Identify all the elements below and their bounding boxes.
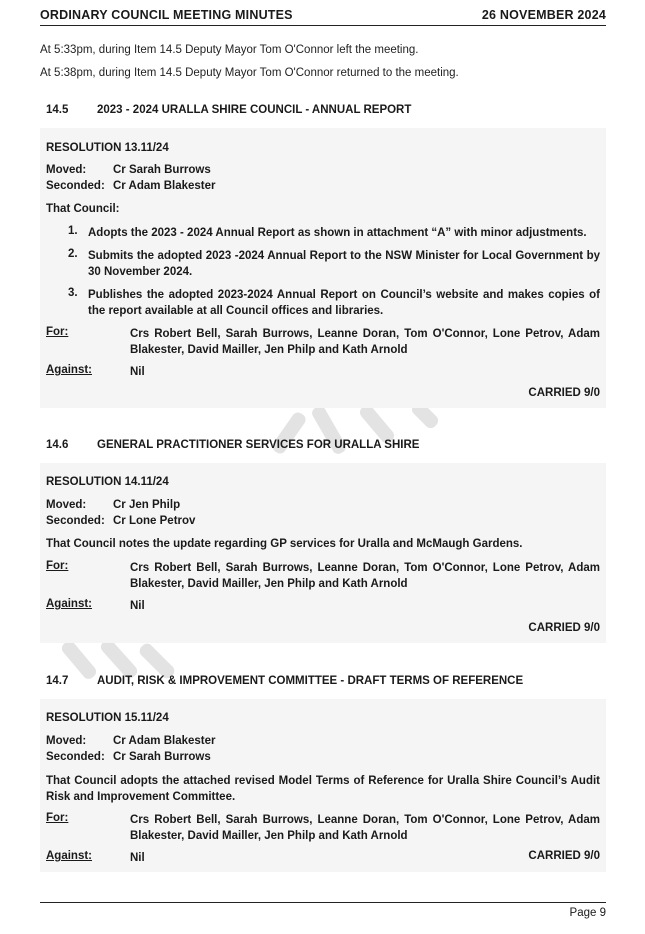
page-number: Page 9 [569,907,606,919]
seconded-by: Cr Lone Petrov [113,515,196,527]
against-voters: Nil [130,852,145,864]
resolution-number: RESOLUTION 15.11/24 [46,712,169,724]
moved-row [46,499,600,511]
moved-by: Cr Adam Blakester [113,735,216,747]
resolution-number: RESOLUTION 14.11/24 [46,476,169,488]
for-label: For: [46,560,69,572]
moved-row [46,164,600,176]
moved-label: Moved: [46,499,87,511]
moved-by: Cr Jen Philp [113,499,181,511]
seconded-label: Seconded: [46,515,105,527]
against-voters: Nil [130,600,145,612]
list-number: 2. [68,248,78,260]
seconded-label: Seconded: [46,180,105,192]
vote-against-row [46,364,600,380]
moved-label: Moved: [46,735,87,747]
item-heading [46,675,523,687]
seconded-by: Cr Sarah Burrows [113,751,211,763]
resolution-number: RESOLUTION 13.11/24 [46,142,169,154]
list-text: Adopts the 2023 - 2024 Annual Report as shown in attachment “A” with minor adjustments. [88,227,587,239]
moved-row [46,735,600,747]
page-header [40,8,606,26]
carried-result: CARRIED 9/0 [528,387,600,399]
for-voters: Crs Robert Bell, Sarah Burrows, Leanne Doran, Tom O'Connor, Lone Petrov, Adam Blakester, David Mailler, Jen Philp and Kath Arnold [130,562,600,590]
against-label: Against: [46,850,92,862]
for-label: For: [46,326,69,338]
list-text: Publishes the adopted 2023-2024 Annual Report on Council’s website and makes copies of the report available at all Council offices and libraries. [88,289,600,317]
item-title: AUDIT, RISK & IMPROVEMENT COMMITTEE - DRAFT TERMS OF REFERENCE [97,675,524,687]
item-number: 14.5 [46,104,69,116]
list-item [68,248,600,280]
seconded-row [46,751,600,763]
resolution-intro: That Council adopts the attached revised Model Terms of Reference for Uralla Shire Council’s Audit Risk and Improvement Committee. [46,775,600,803]
meeting-note: At 5:33pm, during Item 14.5 Deputy Mayor Tom O'Connor left the meeting. [40,44,419,56]
list-item [68,225,600,241]
item-number: 14.6 [46,439,69,451]
seconded-row [46,180,600,192]
for-voters: Crs Robert Bell, Sarah Burrows, Leanne Doran, Tom O'Connor, Lone Petrov, Adam Blakester, David Mailler, Jen Philp and Kath Arnold [130,814,600,842]
list-text: Submits the adopted 2023 -2024 Annual Report to the NSW Minister for Local Government by 30 November 2024. [88,250,600,278]
resolution-intro: That Council notes the update regarding GP services for Uralla and McMaugh Gardens. [46,538,523,550]
list-number: 1. [68,225,78,237]
against-voters: Nil [130,366,145,378]
vote-for-row [46,560,600,592]
against-label: Against: [46,364,92,376]
item-title: 2023 - 2024 URALLA SHIRE COUNCIL - ANNUAL REPORT [97,104,412,116]
carried-result: CARRIED 9/0 [528,622,600,634]
against-label: Against: [46,598,92,610]
meeting-note: At 5:38pm, during Item 14.5 Deputy Mayor Tom O'Connor returned to the meeting. [40,67,459,79]
resolution-intro: That Council: [46,203,120,215]
resolution-box [40,699,606,872]
vote-against-row [46,850,600,866]
item-number: 14.7 [46,675,69,687]
footer-rule [40,902,606,903]
document-title: ORDINARY COUNCIL MEETING MINUTES [40,8,293,22]
seconded-by: Cr Adam Blakester [113,180,216,192]
for-label: For: [46,812,69,824]
item-heading [46,439,419,451]
moved-label: Moved: [46,164,87,176]
seconded-label: Seconded: [46,751,105,763]
carried-result: CARRIED 9/0 [528,850,600,862]
item-heading [46,104,411,116]
resolution-box [40,128,606,408]
meeting-date: 26 NOVEMBER 2024 [481,8,606,22]
vote-against-row [46,598,600,614]
list-number: 3. [68,287,78,299]
seconded-row [46,515,600,527]
moved-by: Cr Sarah Burrows [113,164,211,176]
for-voters: Crs Robert Bell, Sarah Burrows, Leanne Doran, Tom O'Connor, Lone Petrov, Adam Blakester, David Mailler, Jen Philp and Kath Arnold [130,328,600,356]
vote-for-row [46,326,600,358]
resolution-box [40,463,606,643]
list-item [68,287,600,319]
item-title: GENERAL PRACTITIONER SERVICES FOR URALLA SHIRE [97,439,420,451]
vote-for-row [46,812,600,844]
